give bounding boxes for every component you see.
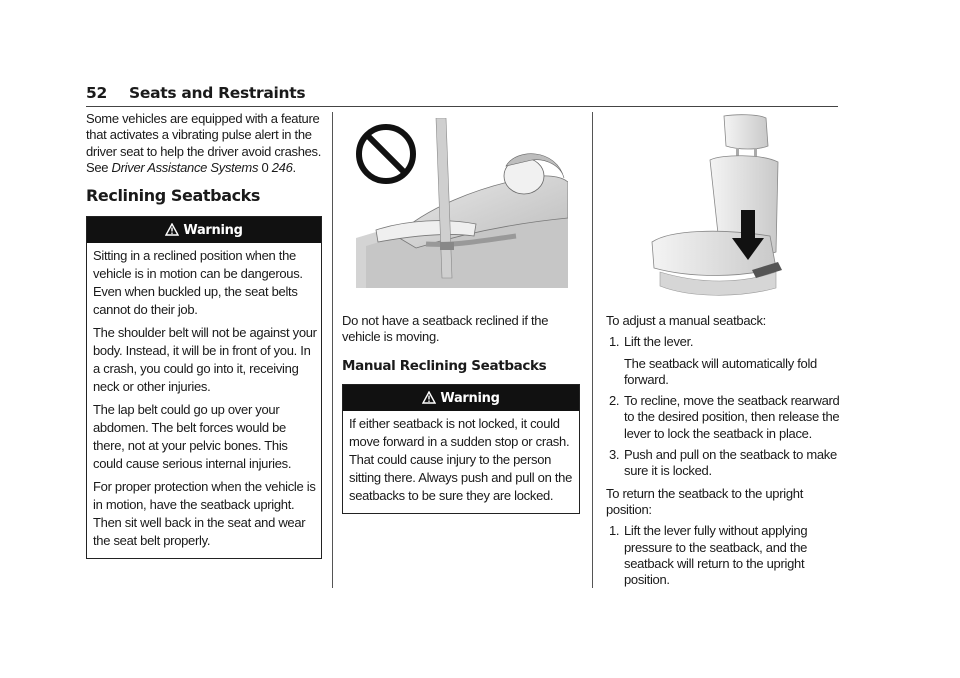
seat-lever-illustration [640, 112, 786, 300]
column-divider [332, 112, 333, 588]
column-divider [592, 112, 593, 588]
warning-paragraph: The lap belt could go up over your abdomen. The belt forces would be there, not at your pelvic bones. This could cause serious internal injuries. [93, 402, 292, 472]
reclined-occupant-illustration [356, 118, 568, 288]
warning-paragraph: If either seatback is not locked, it could move forward in a sudden stop or crash. That could cause injury to the person sitting there. Always push and pull on the seatbacks to be sure they are locked. [349, 415, 572, 503]
warning-box-reclining [86, 216, 322, 559]
section-title: Seats and Restraints [129, 84, 306, 102]
page-number: 52 [86, 84, 107, 102]
column-right [606, 313, 842, 593]
warning-title-bar: Warning [87, 217, 321, 243]
warning-paragraph: Sitting in a reclined position when the vehicle is in motion can be dangerous. Even when buckled up, the seat belts cannot do their job. [93, 248, 303, 318]
list-item: 2. To recline, move the seatback rearward to the desired position, then release the lever to lock the seatback in place. [609, 393, 840, 441]
warning-triangle-icon [165, 223, 179, 236]
list-item: 3. Push and pull on the seatback to make sure it is locked. [609, 447, 837, 479]
warning-title-bar: Warning [343, 385, 579, 411]
warning-body [343, 411, 579, 513]
cross-reference-link[interactable]: Driver Assistance Systems [111, 159, 259, 175]
adjust-steps [606, 334, 842, 479]
column-middle [342, 313, 580, 514]
adjust-intro: To adjust a manual seatback: [606, 313, 766, 328]
page-header [86, 84, 838, 107]
warning-box-manual [342, 384, 580, 514]
warning-paragraph: For proper protection when the vehicle is in motion, have the seatback upright. Then sit well back in the seat and wear the seat belt properly. [93, 479, 316, 549]
list-item: 1. Lift the lever fully without applying pressure to the seatback, and the seatback will return to the upright position. [609, 523, 808, 588]
warning-body [87, 243, 321, 558]
intro-paragraph: Some vehicles are equipped with a feature that activates a vibrating pulse alert in the driver seat to help the driver avoid crashes. See Driver Assistance Systems 0 246. [86, 111, 322, 175]
illustration-caption: Do not have a seatback reclined if the vehicle is moving. [342, 313, 549, 345]
prohibition-icon [359, 127, 413, 181]
cross-reference-page[interactable]: 246 [271, 159, 293, 175]
warning-paragraph: The shoulder belt will not be against your body. Instead, it will be in front of you. In a crash, you could go into it, receiving neck or other injuries. [93, 325, 317, 395]
heading-manual-reclining: Manual Reclining Seatbacks [342, 357, 547, 374]
page-ref-arrow-icon: 0 [261, 159, 269, 175]
return-intro: To return the seatback to the upright position: [606, 485, 804, 517]
return-steps [606, 523, 842, 588]
heading-reclining-seatbacks: Reclining Seatbacks [86, 186, 261, 206]
list-item: 1. Lift the lever. The seatback will automatically fold forward. [606, 334, 842, 388]
warning-triangle-icon [422, 391, 436, 404]
step-sub-note: The seatback will automatically fold forward. [624, 355, 817, 387]
column-left [86, 111, 322, 559]
